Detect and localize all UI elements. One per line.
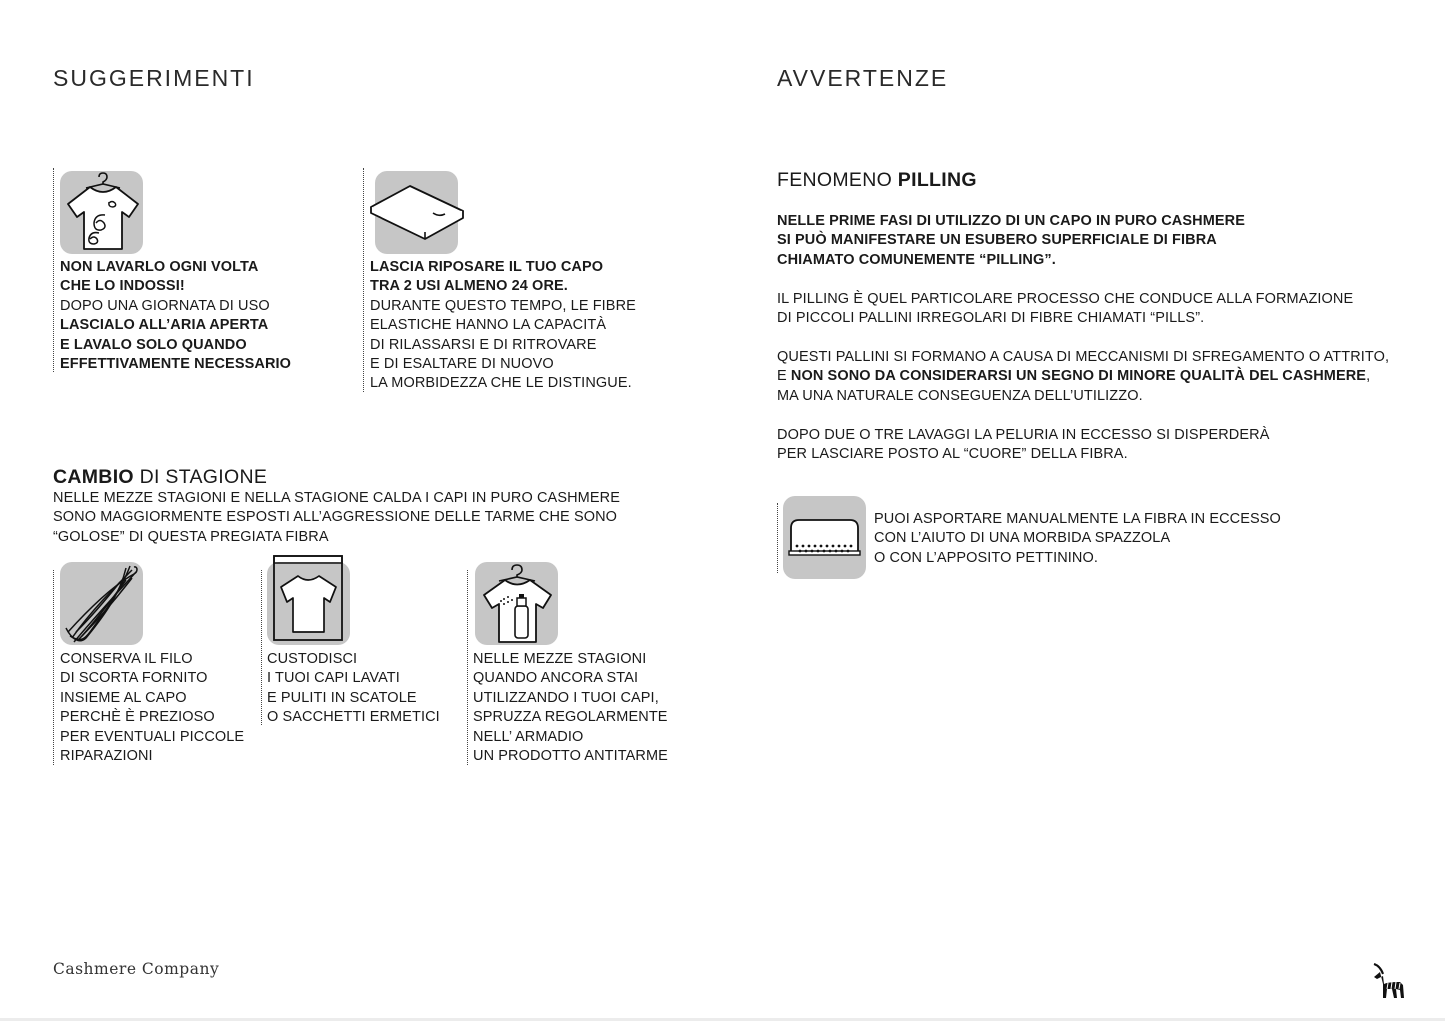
suggerimenti-title: SUGGERIMENTI xyxy=(53,65,255,91)
text-line: NELLE PRIME FASI DI UTILIZZO DI UN CAPO IN PURO CASHMERE xyxy=(777,213,1246,229)
pilling-title-bold: PILLING xyxy=(897,169,977,191)
season-title-bold: CAMBIO xyxy=(53,466,134,488)
tshirt-hanger-swirl-icon xyxy=(60,171,143,254)
text-line: I TUOI CAPI LAVATI xyxy=(267,670,400,687)
pilling-intro xyxy=(777,212,1245,270)
text-line: INSIEME AL CAPO xyxy=(60,689,187,706)
pilling-title xyxy=(777,171,977,191)
text-line: DI SCORTA FORNITO xyxy=(60,670,208,687)
brush-tip-text xyxy=(874,510,1281,568)
text-line: SPRUZZA REGOLARMENTE xyxy=(473,709,668,726)
tip-divider xyxy=(261,570,262,725)
season-title xyxy=(53,468,267,488)
text-line: NELL’ ARMADIO xyxy=(473,728,584,745)
text-line: ELASTICHE HANNO LA CAPACITÀ xyxy=(370,317,607,334)
text-line: E LAVALO SOLO QUANDO xyxy=(60,336,247,353)
text-line: CONSERVA IL FILO xyxy=(60,651,193,667)
season-tip-store-text xyxy=(267,650,440,728)
text-line: PER EVENTUALI PICCOLE xyxy=(60,728,245,745)
tip-divider xyxy=(53,570,54,765)
text-line: LASCIA RIPOSARE IL TUO CAPO xyxy=(370,259,604,275)
tip-divider xyxy=(363,168,364,392)
text-line: DURANTE QUESTO TEMPO, LE FIBRE xyxy=(370,297,636,314)
season-intro xyxy=(53,489,620,547)
text-line: LA MORBIDEZZA CHE LE DISTINGUE. xyxy=(370,375,632,392)
text-segment-bold: NON SONO DA CONSIDERARSI UN SEGNO DI MINORE QUALITÀ DEL CASHMERE xyxy=(790,368,1367,385)
text-line: DOPO DUE O TRE LAVAGGI LA PELURIA IN ECCESSO SI DISPERDERÀ xyxy=(777,427,1270,443)
tip-wash-text xyxy=(60,258,291,374)
text-line: E DI ESALTARE DI NUOVO xyxy=(370,356,554,373)
brush-comb-icon xyxy=(783,496,866,579)
text-line: CHE LO INDOSSI! xyxy=(60,278,185,295)
text-line: MA UNA NATURALE CONSEGUENZA DELL’UTILIZZO. xyxy=(777,387,1143,404)
tip-divider xyxy=(53,168,54,372)
text-line: “GOLOSE” DI QUESTA PREGIATA FIBRA xyxy=(53,528,329,545)
text-line: NELLE MEZZE STAGIONI E NELLA STAGIONE CALDA I CAPI IN PURO CASHMERE xyxy=(53,490,620,506)
season-tip-spray-text xyxy=(473,650,668,766)
text-line: PUOI ASPORTARE MANUALMENTE LA FIBRA IN ECCESSO xyxy=(874,511,1281,527)
text-line: O CON L’APPOSITO PETTININO. xyxy=(874,549,1099,566)
text-line: PER LASCIARE POSTO AL “CUORE” DELLA FIBRA. xyxy=(777,446,1128,463)
text-line: CUSTODISCI xyxy=(267,651,358,667)
season-title-rest: DI STAGIONE xyxy=(133,466,268,488)
text-line: QUESTI PALLINI SI FORMANO A CAUSA DI MECCANISMI DI SFREGAMENTO O ATTRITO, xyxy=(777,349,1390,365)
text-line: RIPARAZIONI xyxy=(60,748,153,765)
tip-divider xyxy=(467,570,468,765)
text-line: DI RILASSARSI E DI RITROVARE xyxy=(370,336,597,353)
text-line: SI PUÒ MANIFESTARE UN ESUBERO SUPERFICIALE DI FIBRA xyxy=(777,232,1217,249)
text-line: EFFETTIVAMENTE NECESSARIO xyxy=(60,356,292,373)
text-line: UN PRODOTTO ANTITARME xyxy=(473,748,668,765)
season-tip-thread-text xyxy=(60,650,244,766)
text-segment: E xyxy=(777,368,791,385)
text-line xyxy=(777,367,1389,386)
text-line: O SACCHETTI ERMETICI xyxy=(267,709,440,726)
text-line: DOPO UNA GIORNATA DI USO xyxy=(60,297,270,314)
pilling-paragraph-1 xyxy=(777,290,1353,329)
text-line: E PULITI IN SCATOLE xyxy=(267,689,417,706)
text-line: UTILIZZANDO I TUOI CAPI, xyxy=(473,689,659,706)
avvertenze-title: AVVERTENZE xyxy=(777,65,949,91)
text-line: CON L’AIUTO DI UNA MORBIDA SPAZZOLA xyxy=(874,530,1171,547)
text-line: PERCHÈ È PREZIOSO xyxy=(60,709,215,726)
goat-logo-icon xyxy=(1370,962,1410,1002)
folded-sweater-icon xyxy=(375,171,458,254)
brand-name: Cashmere Company xyxy=(53,960,220,978)
text-line: NELLE MEZZE STAGIONI xyxy=(473,651,647,667)
text-line: IL PILLING È QUEL PARTICOLARE PROCESSO CHE CONDUCE ALLA FORMAZIONE xyxy=(777,291,1354,307)
pilling-paragraph-3 xyxy=(777,426,1270,465)
text-line: DI PICCOLI PALLINI IRREGOLARI DI FIBRE CHIAMATI “PILLS”. xyxy=(777,310,1205,327)
pilling-title-light: FENOMENO xyxy=(777,169,898,191)
text-segment: , xyxy=(1366,368,1371,385)
pilling-paragraph-2 xyxy=(777,348,1389,406)
yarn-skein-icon xyxy=(60,562,143,645)
text-line: LASCIALO ALL’ARIA APERTA xyxy=(60,317,269,334)
text-line: NON LAVARLO OGNI VOLTA xyxy=(60,259,259,275)
tip-rest-text xyxy=(370,258,636,394)
tshirt-spray-icon xyxy=(475,562,558,645)
text-line: TRA 2 USI ALMENO 24 ORE. xyxy=(370,278,568,295)
tip-divider xyxy=(777,503,778,573)
text-line: SONO MAGGIORMENTE ESPOSTI ALL’AGGRESSIONE DELLE TARME CHE SONO xyxy=(53,509,618,526)
boxed-tshirt-icon xyxy=(267,562,350,645)
text-line: QUANDO ANCORA STAI xyxy=(473,670,639,687)
text-line: CHIAMATO COMUNEMENTE “PILLING”. xyxy=(777,251,1056,268)
